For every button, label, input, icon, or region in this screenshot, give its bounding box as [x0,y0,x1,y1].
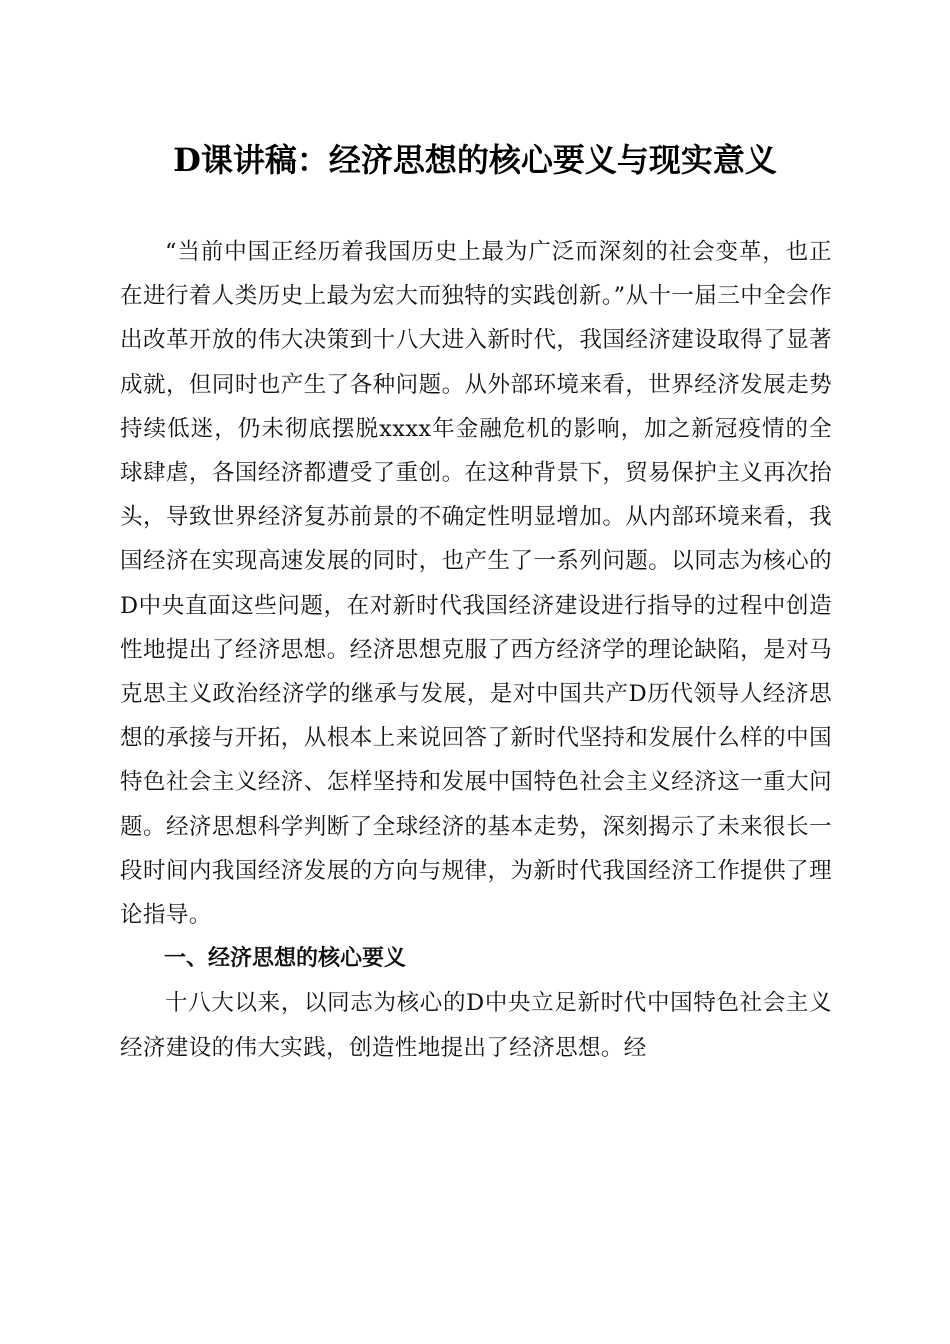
document-title: D课讲稿：经济思想的核心要义与现实意义 [173,141,777,179]
paragraph-section-1: 十八大以来，以同志为核心的D中央立足新时代中国特色社会主义经济建设的伟大实践，创造性地提出了经济思想。经 [120,990,832,1061]
paragraph-intro: “当前中国正经历着我国历史上最为广泛而深刻的社会变革，也正在进行着人类历史上最为宏大而独特的实践创新。”从十一届三中全会作出改革开放的伟大决策到十八大进入新时代，我国经济建设取得了显著成就，但同时也产生了各种问题。从外部环境来看，世界经济发展走势持续低迷，仍未彻底摆脱xxxx年金融危机的影响，加之新冠疫情的全球肆虐，各国经济都遭受了重创。在这种背景下，贸易保护主义再次抬头，导致世界经济复苏前景的不确定性明显增加。从内部环境来看，我国经济在实现高速发展的同时，也产生了一系列问题。以同志为核心的D中央直面这些问题，在对新时代我国经济建设进行指导的过程中创造性地提出了经济思想。经济思想克服了西方经济学的理论缺陷，是对马克思主义政治经济学的继承与发展，是对中国共产D历代领导人经济思想的承接与开拓，从根本上来说回答了新时代坚持和发展什么样的中国特色社会主义经济、怎样坚持和发展中国特色社会主义经济这一重大问题。经济思想科学判断了全球经济的基本走势，深刻揭示了未来很长一段时间内我国经济发展的方向与规律，为新时代我国经济工作提供了理论指导。 [120,239,832,929]
document-body [120,230,832,1070]
section-heading-core-meaning: 一、经济思想的核心要义 [164,946,407,972]
